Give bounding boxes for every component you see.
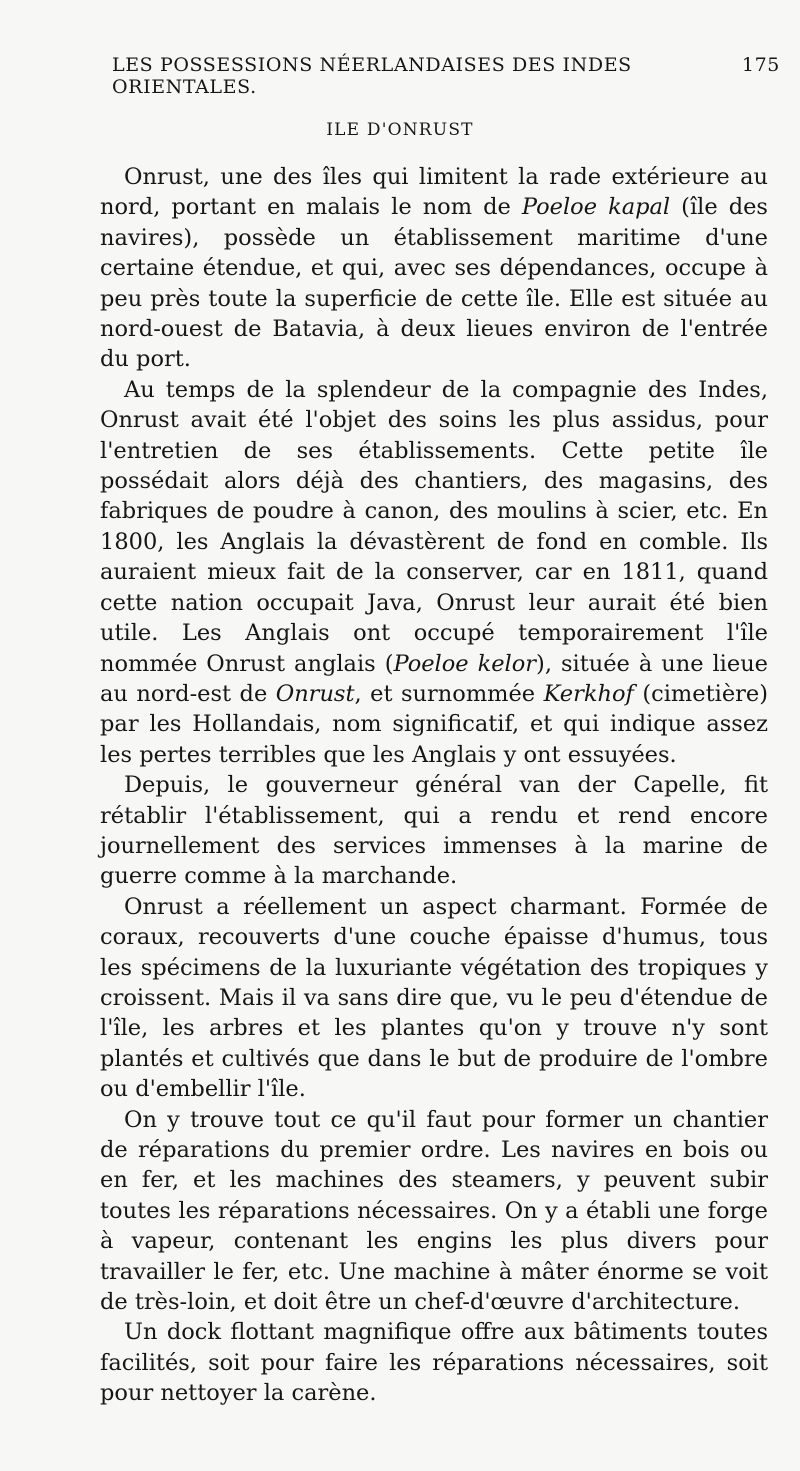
paragraph-2-text-end: (cimetière) par les Hollandais, nom significatif, et qui indique assez les pertes terribles que les Anglais y ont essuyées. <box>100 680 768 768</box>
running-head <box>112 54 780 98</box>
italic-term-poeloe-kelor: Poeloe kelor <box>393 650 537 677</box>
paragraph-2-text-c: , et surnommée <box>354 680 544 707</box>
paragraph-2 <box>100 375 768 770</box>
section-title: ILE D'ONRUST <box>326 120 474 140</box>
paragraph-4: Onrust a réellement un aspect charmant. Formée de coraux, recouverts d'une couche épaisse d'humus, tous les spécimens de la luxuriante végétation des tropiques y croissent. Mais il va sans dire que, vu le peu d'étendue de l'île, les arbres et les plantes qu'on y trouve n'y sont plantés et cultivés que dans le but de produire de l'ombre ou d'embellir l'île. <box>100 893 768 1103</box>
running-head-title: LES POSSESSIONS NÉERLANDAISES DES INDES ORIENTALES. <box>112 54 632 98</box>
italic-term-onrust: Onrust <box>275 680 355 707</box>
paragraph-3: Depuis, le gouverneur général van der Capelle, fit rétablir l'établissement, qui a rendu et rend encore journellement des services immenses à la marine de guerre comme à la marchande. <box>100 772 768 890</box>
italic-term-poeloe-kapal: Poeloe kapal <box>521 194 671 221</box>
paragraph-1-text-end: (île des navires), possède un établissement maritime d'une certaine étendue, et qui, avec ses dépendances, occupe à peu près toute la superficie de cette île. Elle est située au nord-ouest de Batavia, à deux lieues environ de l'entrée du port. <box>100 194 768 373</box>
paragraph-1-text: Onrust, une des îles qui limitent la rade extérieure au nord, portant en malais le nom de <box>100 164 768 221</box>
paragraph-2-text: Au temps de la splendeur de la compagnie des Indes, Onrust avait été l'objet des soins les plus assidus, pour l'entretien de ses établissements. Cette petite île possédait alors déjà des chantiers, des magasins, des fabriques de poudre à canon, des moulins à scier, etc. En 1800, les Anglais la dévastèrent de fond en comble. Ils auraient mieux fait de la conserver, car en 1811, quand cette nation occupait Java, Onrust leur aurait été bien utile. Les Anglais ont occupé temporairement l'île nommée Onrust anglais ( <box>100 376 768 677</box>
paragraph-2-text-b: ), située à une lieue au nord-est de <box>100 650 768 707</box>
body-text <box>100 162 768 1409</box>
paragraph-1 <box>100 162 768 375</box>
page-number: 175 <box>741 54 780 76</box>
italic-term-kerkhof: Kerkhof <box>543 680 634 707</box>
paragraph-5: On y trouve tout ce qu'il faut pour former un chantier de réparations du premier ordre. Les navires en bois ou en fer, et les machines des steamers, y peuvent subir toutes les réparations nécessaires. On y a établi une forge à vapeur, contenant les engins les plus divers pour travailler le fer, etc. Une machine à mâter énorme se voit de très-loin, et doit être un chef-d'œuvre d'architecture. <box>100 1106 768 1316</box>
paragraph-6: Un dock flottant magnifique offre aux bâtiments toutes facilités, soit pour faire les réparations nécessaires, soit pour nettoyer la carène. <box>100 1319 768 1407</box>
